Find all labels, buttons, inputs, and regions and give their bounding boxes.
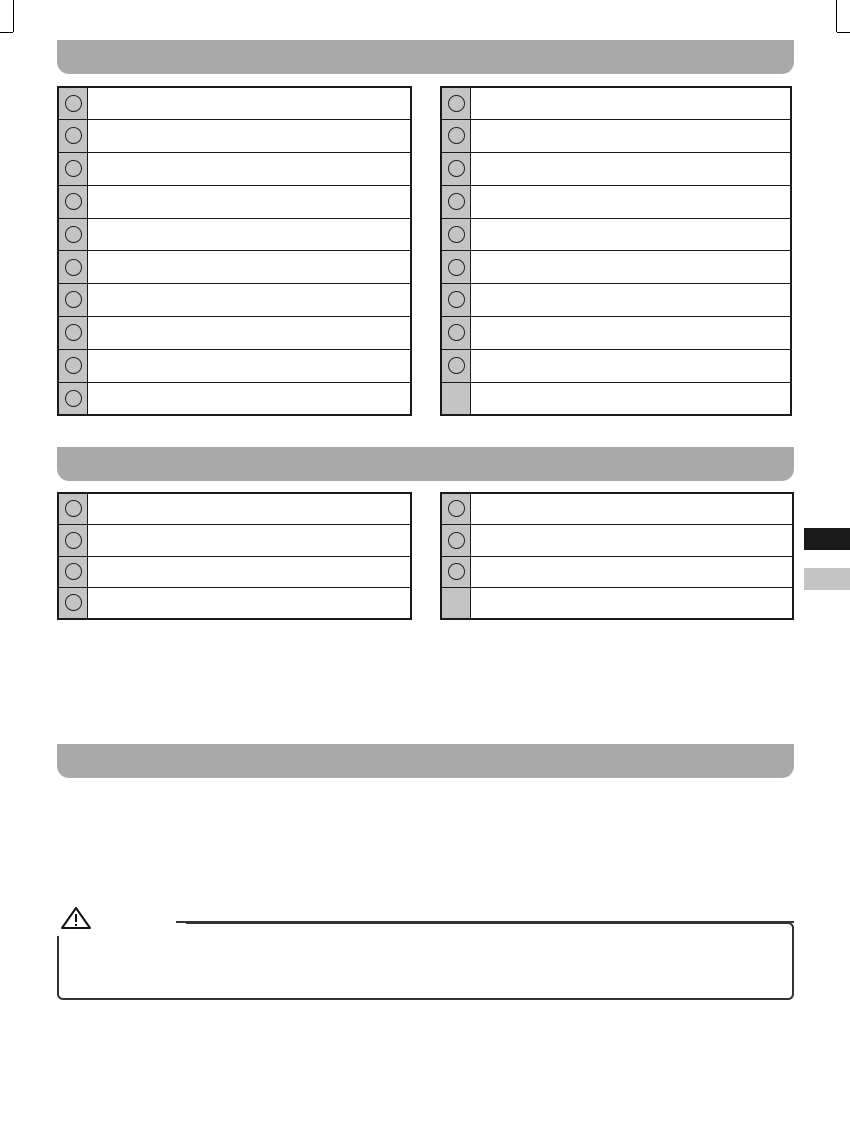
side-tab-active[interactable]	[804, 528, 850, 550]
crop-mark-vertical	[13, 0, 14, 32]
numbered-circle-icon	[448, 500, 465, 517]
table-row	[441, 185, 791, 218]
numbered-circle-icon	[65, 226, 82, 243]
crop-mark-horizontal	[0, 32, 13, 33]
table-row	[441, 493, 793, 525]
item-label	[471, 556, 794, 588]
numbered-circle-icon	[65, 127, 82, 144]
item-number-cell	[441, 317, 471, 350]
item-number-cell	[58, 525, 88, 557]
item-number-cell	[58, 493, 88, 525]
table-row	[58, 153, 411, 186]
table-row	[441, 556, 793, 588]
table-row	[58, 251, 411, 284]
item-label	[88, 493, 412, 525]
item-label	[471, 185, 792, 218]
numbered-circle-icon	[448, 160, 465, 177]
table-row	[441, 382, 791, 415]
item-number-cell	[58, 251, 88, 284]
table-row	[441, 120, 791, 153]
item-label	[471, 87, 792, 120]
table-row	[441, 525, 793, 557]
item-number-cell	[441, 556, 471, 588]
crop-mark-vertical	[836, 0, 837, 32]
table-row	[441, 87, 791, 120]
caution-rule	[176, 921, 794, 923]
table-row	[441, 284, 791, 317]
section-header-3	[57, 744, 794, 778]
item-label	[88, 588, 412, 620]
item-label	[471, 493, 794, 525]
numbered-circle-icon	[448, 193, 465, 210]
numbered-circle-icon	[448, 357, 465, 374]
item-label	[88, 556, 412, 588]
item-number-cell	[441, 493, 471, 525]
table-row	[441, 153, 791, 186]
item-label	[88, 120, 412, 153]
numbered-circle-icon	[65, 532, 82, 549]
item-label	[471, 251, 792, 284]
numbered-circle-icon	[65, 193, 82, 210]
item-number-cell	[58, 284, 88, 317]
item-number-cell	[58, 185, 88, 218]
item-label	[471, 153, 792, 186]
table-row	[441, 317, 791, 350]
item-number-cell	[58, 218, 88, 251]
numbered-circle-icon	[65, 291, 82, 308]
item-number-cell	[58, 87, 88, 120]
table-row	[58, 120, 411, 153]
numbered-circle-icon	[448, 563, 465, 580]
numbered-circle-icon	[65, 324, 82, 341]
table-row	[441, 218, 791, 251]
table-row	[58, 525, 411, 557]
item-label	[88, 87, 412, 120]
table-row	[58, 317, 411, 350]
numbered-circle-icon	[65, 500, 82, 517]
numbered-circle-icon	[448, 324, 465, 341]
numbered-circle-icon	[65, 594, 82, 611]
item-number-cell	[441, 525, 471, 557]
section-header-1	[57, 40, 794, 74]
item-label	[88, 317, 412, 350]
item-label	[471, 382, 792, 415]
side-tab[interactable]	[804, 568, 850, 590]
table-row	[58, 185, 411, 218]
parts-table-left	[57, 86, 412, 416]
numbered-circle-icon	[448, 259, 465, 276]
item-number-cell	[441, 382, 471, 415]
item-number-cell	[58, 153, 88, 186]
section-header-2	[57, 447, 794, 481]
numbered-circle-icon	[65, 357, 82, 374]
numbered-circle-icon	[448, 95, 465, 112]
numbered-circle-icon	[65, 95, 82, 112]
numbered-circle-icon	[65, 160, 82, 177]
numbered-circle-icon	[65, 563, 82, 580]
item-label	[471, 349, 792, 382]
table-row	[58, 493, 411, 525]
item-label	[88, 382, 412, 415]
crop-mark-horizontal	[837, 32, 850, 33]
item-label	[471, 120, 792, 153]
item-number-cell	[58, 317, 88, 350]
item-number-cell	[58, 120, 88, 153]
table-row	[441, 588, 793, 620]
item-label	[471, 588, 794, 620]
item-label	[88, 185, 412, 218]
parts-table-left	[57, 492, 412, 620]
warning-triangle-icon	[60, 906, 92, 930]
item-number-cell	[58, 382, 88, 415]
numbered-circle-icon	[65, 390, 82, 407]
table-row	[58, 556, 411, 588]
item-label	[471, 284, 792, 317]
numbered-circle-icon	[448, 532, 465, 549]
item-number-cell	[441, 251, 471, 284]
parts-table-right	[440, 86, 792, 416]
item-label	[471, 317, 792, 350]
numbered-circle-icon	[448, 291, 465, 308]
item-label	[88, 218, 412, 251]
caution-heading	[50, 906, 186, 936]
item-label	[88, 525, 412, 557]
table-row	[58, 588, 411, 620]
table-row	[441, 251, 791, 284]
item-number-cell	[441, 218, 471, 251]
item-label	[88, 153, 412, 186]
item-label	[471, 218, 792, 251]
item-number-cell	[441, 153, 471, 186]
item-number-cell	[441, 284, 471, 317]
table-row	[58, 87, 411, 120]
table-row	[58, 284, 411, 317]
item-number-cell	[441, 185, 471, 218]
table-row	[58, 382, 411, 415]
item-number-cell	[441, 588, 471, 620]
item-label	[471, 525, 794, 557]
item-number-cell	[441, 87, 471, 120]
numbered-circle-icon	[448, 226, 465, 243]
item-number-cell	[58, 588, 88, 620]
numbered-circle-icon	[448, 127, 465, 144]
item-label	[88, 251, 412, 284]
table-row	[441, 349, 791, 382]
item-label	[88, 349, 412, 382]
table-row	[58, 349, 411, 382]
item-number-cell	[441, 349, 471, 382]
item-number-cell	[58, 556, 88, 588]
table-row	[58, 218, 411, 251]
item-number-cell	[58, 349, 88, 382]
parts-table-right	[440, 492, 794, 620]
item-number-cell	[441, 120, 471, 153]
item-label	[88, 284, 412, 317]
numbered-circle-icon	[65, 259, 82, 276]
